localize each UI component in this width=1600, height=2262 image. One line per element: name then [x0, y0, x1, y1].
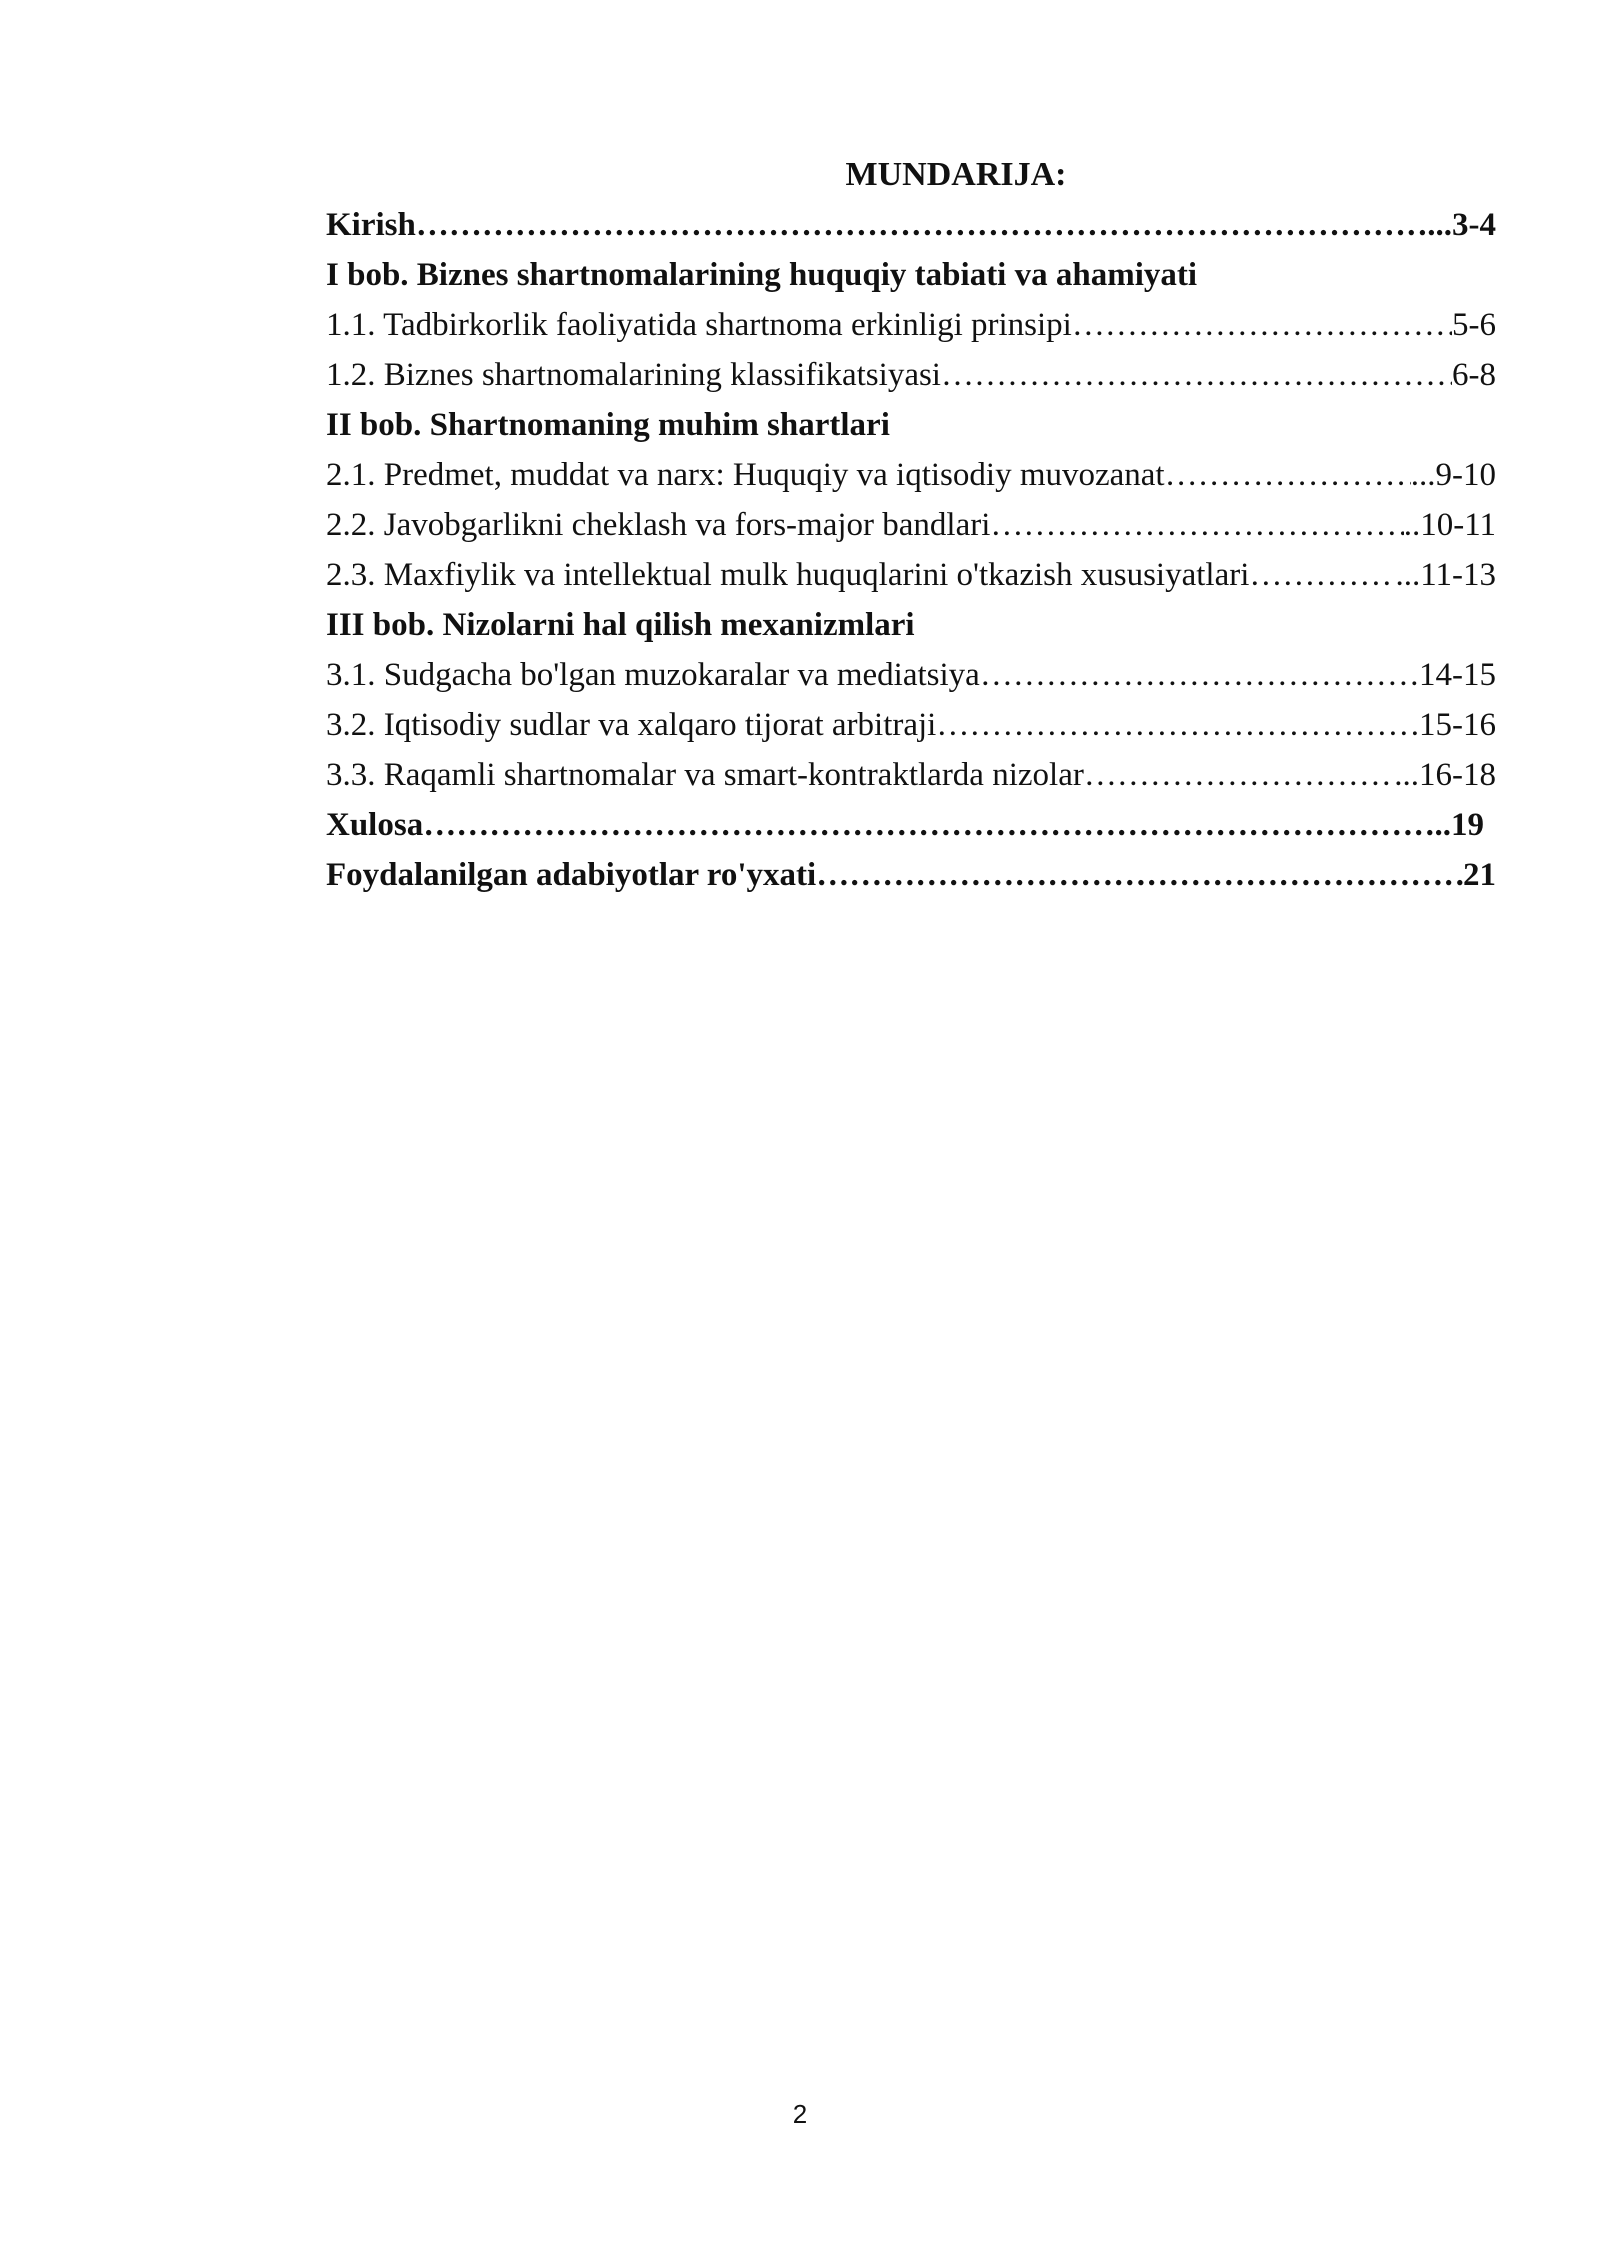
toc-entry-label: III bob. Nizolarni hal qilish mexanizmlari	[326, 607, 915, 643]
toc-entry-label: I bob. Biznes shartnomalarining huquqiy tabiati va ahamiyati	[326, 257, 1198, 293]
toc-dot-leader	[416, 200, 1427, 250]
toc-entry	[326, 700, 1496, 750]
table-of-contents	[326, 150, 1496, 900]
toc-entry-label: 3.2. Iqtisodiy sudlar va xalqaro tijorat arbitraji	[326, 707, 937, 743]
toc-chapter-heading	[326, 250, 1496, 300]
toc-dot-leader	[1249, 550, 1395, 600]
toc-entry	[326, 300, 1496, 350]
toc-entry-label: Kirish	[326, 207, 416, 243]
toc-dot-leader	[423, 800, 1434, 850]
toc-entry	[326, 450, 1496, 500]
toc-dot-leader	[941, 350, 1452, 400]
toc-entry	[326, 750, 1496, 800]
toc-entry-pages: 14-15	[1419, 657, 1496, 693]
toc-entry-pages: .15-16	[1410, 707, 1496, 743]
toc-entry-label: 3.1. Sudgacha bo'lgan muzokaralar va mediatsiya	[326, 657, 980, 693]
toc-entry-pages: ...16-18	[1394, 757, 1496, 793]
toc-chapter-heading	[326, 600, 1496, 650]
toc-entry	[326, 850, 1496, 900]
toc-entry-pages: 6-8	[1452, 357, 1496, 393]
toc-entry	[326, 500, 1496, 550]
toc-dot-leader	[990, 500, 1403, 550]
toc-entry-pages: ...11-13	[1395, 557, 1496, 593]
toc-dot-leader	[1072, 300, 1452, 350]
toc-entry	[326, 800, 1484, 850]
toc-entry	[326, 350, 1496, 400]
toc-dot-leader	[816, 850, 1463, 900]
toc-dot-leader	[1084, 750, 1394, 800]
toc-entry-label: II bob. Shartnomaning muhim shartlari	[326, 407, 890, 443]
toc-title: MUNDARIJA:	[845, 156, 1067, 193]
toc-dot-leader	[980, 650, 1419, 700]
toc-entry	[326, 650, 1496, 700]
toc-entry	[326, 550, 1496, 600]
toc-chapter-heading	[326, 400, 1496, 450]
toc-entry-label: 1.2. Biznes shartnomalarining klassifikatsiyasi	[326, 357, 941, 393]
page-number: 2	[792, 2099, 808, 2129]
toc-list	[326, 200, 1496, 900]
toc-entry-pages: 5-6	[1452, 307, 1496, 343]
toc-entry-label: 2.2. Javobgarlikni cheklash va fors-major bandlari	[326, 507, 991, 543]
toc-entry-pages: ..19	[1434, 807, 1484, 843]
toc-entry-label: Foydalanilgan adabiyotlar ro'yxati	[326, 857, 817, 893]
toc-entry-label: 3.3. Raqamli shartnomalar va smart-kontraktlarda nizolar	[326, 757, 1084, 793]
toc-entry-label: 2.1. Predmet, muddat va narx: Huquqiy va iqtisodiy muvozanat	[326, 457, 1165, 493]
toc-entry-pages: ..10-11	[1403, 507, 1496, 543]
toc-entry-label: Xulosa	[326, 807, 424, 843]
toc-entry	[326, 200, 1496, 250]
toc-dot-leader	[1165, 450, 1411, 500]
toc-dot-leader	[936, 700, 1410, 750]
toc-entry-pages: ...3-4	[1427, 207, 1496, 243]
toc-entry-pages: 21	[1463, 857, 1496, 893]
toc-entry-label: 1.1. Tadbirkorlik faoliyatida shartnoma erkinligi prinsipi	[326, 307, 1072, 343]
toc-entry-pages: ...9-10	[1410, 457, 1496, 493]
toc-entry-label: 2.3. Maxfiylik va intellektual mulk huquqlarini o'tkazish xususiyatlari	[326, 557, 1250, 593]
